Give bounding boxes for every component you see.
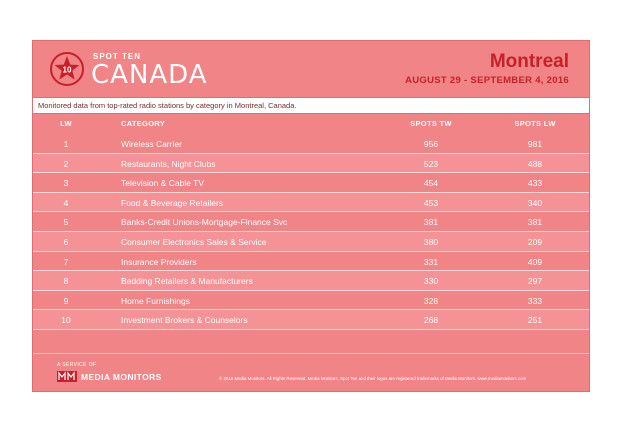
header-category: CATEGORY	[121, 119, 166, 128]
company-name: MEDIA MONITORS	[81, 372, 162, 382]
table-row	[33, 310, 589, 330]
table-body	[33, 134, 589, 330]
table-row	[33, 134, 589, 154]
cell-spots-lw: 433	[527, 178, 543, 189]
table-row	[33, 212, 589, 232]
table-row	[33, 232, 589, 252]
cell-spots-lw: 340	[527, 197, 543, 208]
cell-lw: 7	[63, 256, 69, 267]
cell-spots-lw: 381	[527, 217, 543, 228]
cell-lw: 1	[63, 139, 69, 149]
cell-category: Television & Cable TV	[121, 178, 204, 189]
cell-spots-tw: 331	[423, 256, 439, 267]
table-row	[33, 291, 589, 311]
copyright-text: © 2016 Media Monitors. All Rights Reserved. Media Monitors, Spot Ten and their logos are registered trademarks of Media Monitors. www.mediamonitors.com	[219, 376, 527, 381]
header-spots-lw: SPOTS LW	[514, 119, 556, 128]
cell-spots-tw: 330	[423, 276, 439, 287]
cell-category: Insurance Providers	[121, 256, 197, 267]
star-badge-icon	[49, 51, 85, 87]
service-label: A SERVICE OF	[57, 362, 97, 368]
cell-lw: 10	[61, 315, 71, 326]
table-row	[33, 271, 589, 291]
cell-lw: 5	[63, 217, 69, 228]
cell-spots-tw: 956	[423, 139, 439, 149]
cell-spots-lw: 209	[527, 236, 543, 247]
cell-category: Home Furnishings	[121, 295, 190, 306]
cell-spots-tw: 380	[423, 236, 439, 247]
subtitle-bar	[33, 97, 589, 114]
table-header	[33, 114, 589, 132]
report-header	[33, 41, 589, 97]
report-footer	[33, 353, 589, 391]
table-row	[33, 252, 589, 272]
cell-category: Consumer Electronics Sales & Service	[121, 236, 267, 247]
brand-name: CANADA	[91, 60, 208, 90]
cell-spots-lw: 488	[527, 158, 543, 169]
table-row	[33, 173, 589, 193]
media-monitors-logo-icon	[57, 371, 77, 382]
cell-category: Bedding Retailers & Manufacturers	[121, 276, 253, 287]
brand-small-label: SPOT TEN	[93, 52, 142, 61]
cell-spots-tw: 454	[423, 178, 439, 189]
cell-spots-lw: 297	[527, 276, 543, 287]
cell-category: Investment Brokers & Counselors	[121, 315, 248, 326]
cell-lw: 8	[63, 276, 69, 287]
cell-spots-tw: 453	[423, 197, 439, 208]
cell-lw: 6	[63, 236, 69, 247]
cell-lw: 4	[63, 197, 69, 208]
cell-lw: 3	[63, 178, 69, 189]
table-row	[33, 193, 589, 213]
cell-spots-lw: 251	[527, 315, 543, 326]
cell-spots-lw: 333	[527, 295, 543, 306]
cell-lw: 2	[63, 158, 69, 169]
header-spots-tw: SPOTS TW	[410, 119, 452, 128]
cell-category: Food & Beverage Retailers	[121, 197, 224, 208]
cell-spots-tw: 381	[423, 217, 439, 228]
cell-category: Banks-Credit Unions-Mortgage-Finance Svc	[121, 217, 288, 228]
header-lw: LW	[60, 119, 72, 128]
table-row	[33, 154, 589, 174]
cell-lw: 9	[63, 295, 69, 306]
cell-category: Wireless Carrier	[121, 139, 182, 149]
city-title: Montreal	[489, 51, 569, 72]
cell-category: Restaurants, Night Clubs	[121, 158, 216, 169]
cell-spots-tw: 523	[423, 158, 439, 169]
cell-spots-lw: 981	[527, 139, 543, 149]
report-card	[32, 40, 590, 392]
date-range: AUGUST 29 - SEPTEMBER 4, 2016	[405, 75, 569, 86]
report-subtitle: Monitored data from top-rated radio stations by category in Montreal, Canada.	[38, 101, 297, 110]
cell-spots-tw: 268	[423, 315, 439, 326]
badge-number: 10	[62, 65, 72, 75]
cell-spots-tw: 328	[423, 295, 439, 306]
cell-spots-lw: 409	[527, 256, 543, 267]
